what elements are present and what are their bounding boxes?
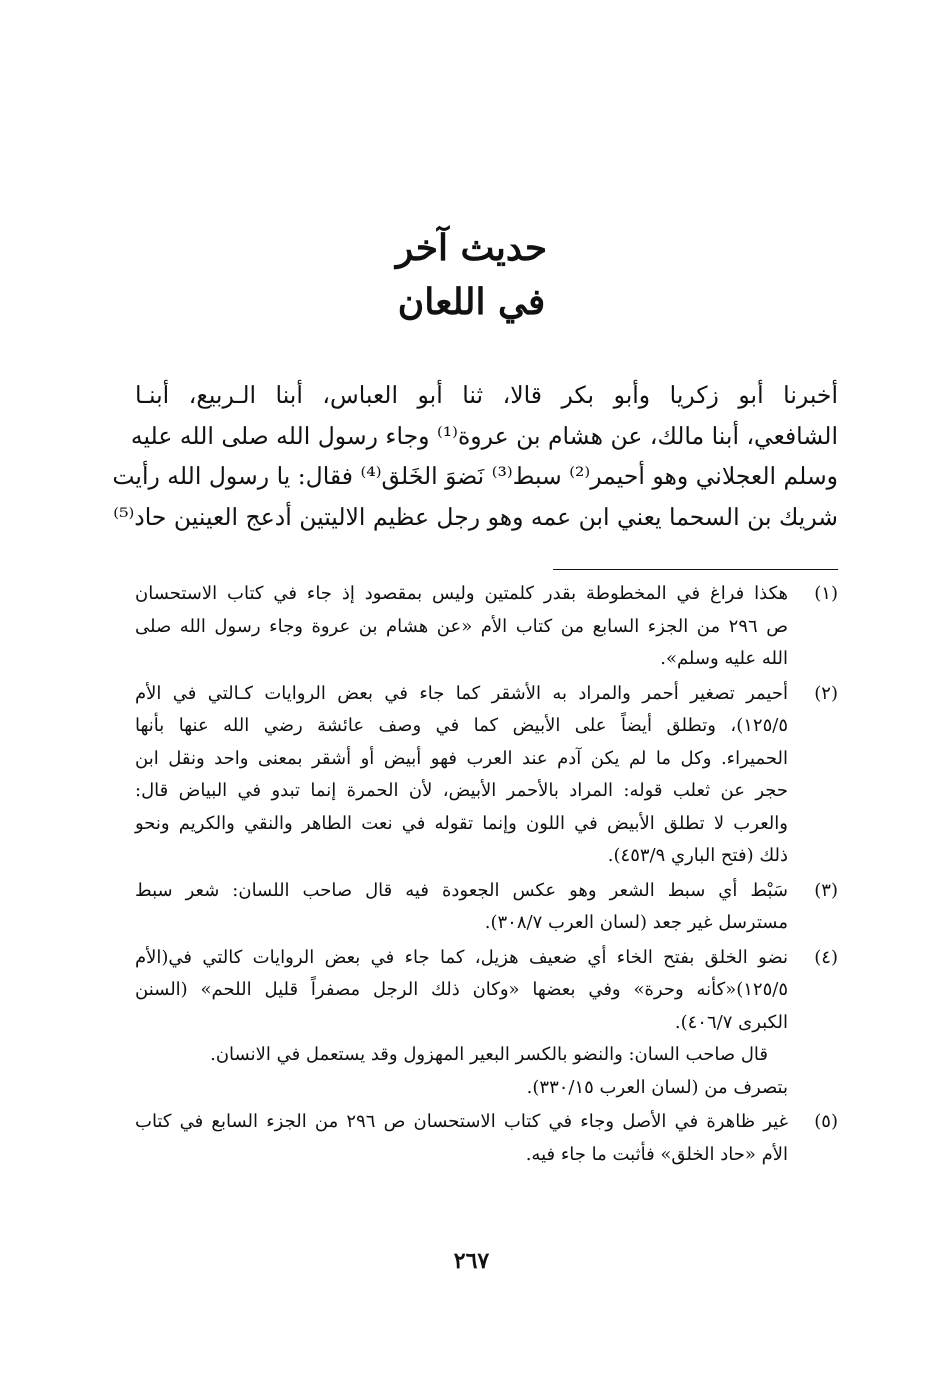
body-line: الشافعي، أبنا مالك، عن هشام بن عروة⁽¹⁾ وجاء رسول الله صلى الله عليه: [130, 421, 838, 450]
footnote-line: نضو الخلق بفتح الخاء أي ضعيف هزيل، كما جاء في بعض الروايات كالتي في(الأم: [135, 946, 788, 968]
footnote-5: [135, 1106, 838, 1171]
footnote-line: الله عليه وسلم».: [660, 648, 788, 669]
footnote-line: غير ظاهرة في الأصل وجاء في كتاب الاستحسان ص ٢٩٦ من الجزء السابع في كتاب: [135, 1111, 788, 1132]
footnote-2: [135, 678, 838, 873]
footnote-line: ١٢٥/٥)، وتطلق أيضاً على الأبيض كما في وصف عائشة رضي الله عنها بأنها: [135, 715, 788, 736]
body-line: شريك بن السحما يعني ابن عمه وهو رجل عظيم الاليتين أدعج العينين حاد⁽⁵⁾: [113, 502, 838, 531]
footnote-text: [135, 942, 788, 1105]
footnote-line: بتصرف من (لسان العرب ٣٣٠/١٥).: [526, 1076, 788, 1098]
footnote-number: (٥): [814, 1111, 838, 1132]
footnote-divider: [553, 569, 838, 570]
footnote-text: [135, 578, 788, 676]
footnote-line: الحميراء. وكل ما لم يكن آدم عند العرب فهو أبيض أو أشقر بمعنى واحد ونقل ابن: [135, 747, 788, 769]
footnote-number: (٢): [814, 682, 838, 704]
page-number: ٢٦٧: [453, 1248, 490, 1274]
footnote-line: قال صاحب السان: والنضو بالكسر البعير المهزول وقد يستعمل في الانسان.: [210, 1044, 768, 1065]
body-line: أخبرنا أبو زكريا وأبو بكر قالا، ثنا أبو العباس، أبنا الـربيع، أبنـا: [135, 381, 838, 409]
footnotes: [135, 578, 838, 1173]
chapter-subtitle: في اللعان: [397, 281, 546, 323]
footnote-number: (١): [814, 583, 838, 604]
footnote-text: [135, 678, 788, 873]
footnote-line: حجر عن ثعلب قوله: المراد بالأحمر الأبيض، لأن الحمرة إنما تبدو في البياض قال:: [135, 780, 788, 801]
footnote-number: (٣): [814, 879, 838, 901]
footnote-line: والعرب لا تطلق الأبيض في اللون وإنما تقوله في نعت الطاهر والنقي والكريم ونحو: [135, 812, 788, 834]
hadith-text: [112, 375, 838, 537]
footnote-4: [135, 942, 838, 1105]
footnote-line: أحيمر تصغير أحمر والمراد به الأشقر كما جاء في بعض الروايات كـالتي في الأم: [135, 682, 788, 704]
footnote-line: الأم «حاد الخلق» فأثبت ما جاء فيه.: [525, 1143, 788, 1165]
footnote-text: [135, 1106, 788, 1171]
footnote-line: ذلك (فتح الباري ٤٥٣/٩).: [607, 845, 788, 866]
body-line: وسلم العجلاني وهو أحيمر⁽²⁾ سبط⁽³⁾ نَضوَ الخَلق⁽⁴⁾ فقال: يا رسول الله رأيت: [112, 462, 838, 490]
footnote-line: ص ٢٩٦ من الجزء السابع من كتاب الأم «عن هشام بن عروة وجاء رسول الله صلى: [135, 615, 788, 637]
chapter-title: حديث آخر: [395, 227, 548, 269]
footnote-line: هكذا فراغ في المخطوطة بقدر كلمتين وليس بمقصود إذ جاء في كتاب الاستحسان: [135, 583, 788, 604]
footnote-line: مسترسل غير جعد (لسان العرب ٣٠٨/٧).: [484, 912, 788, 933]
footnote-1: [135, 578, 838, 676]
footnote-3: [135, 875, 838, 940]
footnote-text: [135, 875, 788, 940]
footnote-line: ١٢٥/٥)«كأنه وحرة» وفي بعضها «وكان ذلك الرجل مصفراً قليل اللحم» (السنن: [135, 979, 788, 1000]
footnote-number: (٤): [814, 946, 838, 968]
footnote-line: الكبرى ٤٠٦/٧).: [674, 1011, 788, 1033]
footnote-line: سَبْط أي سبط الشعر وهو عكس الجعودة فيه قال صاحب اللسان: شعر سبط: [135, 879, 788, 901]
